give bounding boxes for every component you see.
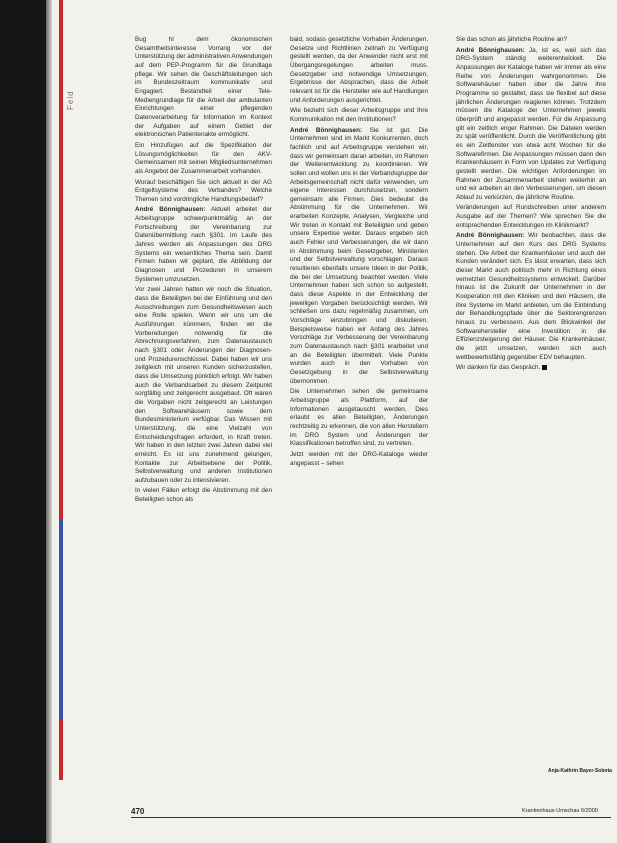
question-text: Jetzt werden mit der DRG-Kataloge wieder angepasst – sehen: [290, 450, 428, 467]
photo-credit: Anja-Kathrin Bayer-Sobota: [548, 768, 612, 774]
body-paragraph: [135, 286, 272, 485]
question-text: Veränderungen auf Rundschreiben unter anderem Ausgabe auf der Themen? Wie sprechen Sie die entsprechenden Entwicklungen im Klinikmarkt?: [456, 204, 606, 229]
paragraph-text: Sie das schon als jährliche Routine an?: [456, 36, 568, 43]
accent-bar-red-lower: [59, 720, 63, 780]
speaker-label: André Bönnighausen:: [135, 206, 206, 214]
paragraph-text: Wir beobachten, dass die Unternehmen auf den Kurs des DRG Systems stehen. Die Arbeit der Krankenhäuser und auch der Kunden verändert sich. Es lässt erwarten, dass sich dieser Markt auch politisch mehr in Richtung eines vernetzten Gesundheitssystems entwickelt. Darüber hinaus ist die Zukunft der Unternehmen in der Kooperation mit den Kliniken und den Häusern, die ihre Systeme im Markt anbieten, um die Einbindung der Behandlungspfade über die Sektorengrenzen hinaus zu verbessern. Aus dem Blickwinkel der Softwarehersteller eine Investition in die Effizienzsteigerung der Häuser. Die Krankenhäuser, die jetzt umsetzen, werden sich auch wettbewerbsfähig gegenüber EDV behaupten.: [456, 232, 606, 361]
question-paragraph: [135, 179, 272, 205]
body-paragraph: [290, 127, 428, 387]
page-fold-shadow: [46, 0, 52, 843]
speaker-label: André Bönnighausen:: [456, 232, 525, 240]
body-paragraph: [135, 487, 272, 504]
body-paragraph: [135, 206, 272, 284]
paragraph-text: Bug hl dem ökonomischen Gesamtheitsinteresse Vorrang vor der Unterstützung der administrativen Anwendungen auf dem PEP-Programm für die Grundlage pflege. Wir sehen die Geschäftsleitungen sich im Bundeszeitraum kommunikativ und Engagiert. Bestandteil einer Tele-Mediengrundlage für die Arbeit der ambulanten Einrichtungen einer pflegenden Datenverarbeitung für Information im Kontext der Aufgaben auf einem Gebiet der elektronischen Patientenakte ermöglicht.: [135, 36, 272, 139]
speaker-label: André Bönnighausen:: [290, 126, 363, 134]
paragraph-text: bald, sodass gesetzliche Vorhaben Änderungen, Gesetze und Richtlinien zeitnah zu Verfügung gestellt werden, da der Anwender nicht erst mit Übergangsregelungen arbeiten muss. Gesetzgeber und notwendige Umsetzungen, Ergebnisse der Absprachen, dass die Arbeit relevant ist für die Hersteller wie auf Handlungen und Anforderungen ausgerichtet.: [290, 36, 428, 104]
accent-bar-blue: [59, 520, 63, 720]
text-column-2: [290, 36, 428, 470]
footer-rule: [131, 817, 611, 818]
question-paragraph: [290, 451, 428, 468]
accent-bar-red: [59, 0, 63, 520]
body-paragraph: [135, 142, 272, 177]
body-paragraph: [456, 47, 606, 203]
paragraph-text: Vor zwei Jahren hatten wir noch die Situation, dass die Beteiligten bei der Einführung und den Ausschreibungen zum Gesundheitswesen auch eine Rolle spielen. Wenn wir uns um die Ausführungen kümmern, finden wir die Vorbereitungen notwendig für die Abrechnungsverfahren, zum Datenaustausch nach §301 oder Änderungen der Diagnosen- und Prozedurenschlüssel. Dabei haben wir uns zeitgleich mit unseren Kunden sicherzustellen, dass die Umsetzung pünktlich erfolgt. Wir haben auch die Verbandsarbeit zu diesem Zeitpunkt sorgfältig und zeitgerecht ausgebaut. Oft waren die Vorgaben nicht zeitgerecht an Leistungen den Softwarehäusern sowie dem Bundesministerium verfügbar. Das Wissen mit Unterstützung, die eine Vielzahl von Entscheidungsfragen erfordert, in Kraft treten. Wir haben in den letzten zwei Jahren dabei viel erreicht. Es ist uns zunehmend gelungen, Kontakte zur Arbeitsebene der Politik, Selbstverwaltung und anderen Institutionen aufzubauen oder zu intensivieren.: [135, 286, 272, 484]
question-paragraph: [456, 364, 606, 373]
publication-name: Krankenhaus-Umschau 6/2000: [522, 808, 598, 814]
scan-gutter: [0, 0, 46, 843]
end-mark-icon: [542, 365, 547, 370]
paragraph-text: Ja, ist es, weil sich das DRG-System ständig weiterentwickelt. Die Anpassungen der Kataloge haben wir immer als eine Reihe von Änderungen wahrgenommen. Die Softwarehäuser haben über die Jahre ihre Programme so gestaltet, dass sie flexibel auf diese jährlichen Änderungen reagieren können. Trotzdem müssen die Kataloge der Unternehmen jeweils überprüft und angepasst werden. Für die Anpassung gilt ein zeitlich enger Rahmen. Die Dateien werden zu spät veröffentlicht. Durch die Veröffentlichung gibt es ein Zeitfenster von etwa acht Wochen für die Softwarefirmen. Die Anpassungen müssen dann den Krankenhäusern in Form von Updates zur Verfügung gestellt werden. Die wichtigen Anforderungen im Rahmen der Zusammenarbeit stehen weiterhin an und wir arbeiten an den Verbesserungen, um diesen Ablauf zu verkürzen, die jährliche Routine.: [456, 46, 606, 201]
paragraph-text: Sie ist gut. Die Unternehmen sind im Markt Konkurrenten, doch fachlich und auf Arbeitsgruppe verstehen wir, dass wir gemeinsam daran arbeiten, im Rahmen der Weiterentwicklung zu koordinieren. Wir sollen und wollen uns in der Verbandsgruppe der Arbeitsgemeinschaft nicht dafür verwenden, um eigene Interessen durchzusetzen, sondern gemeinsam alle Firmen. Dies bedeutet die Abstimmung für die Unternehmen. Wir erarbeiten Konzepte, Analysen, Vergleiche und Wir treten in Kontakt mit Beteiligten und geben unsere Expertise weiter. Daraus ergeben sich auch Fehler und Verbesserungen, die wir dann in Abstimmung beim Gesetzgeber, Ministerien und der Selbstverwaltung vorschlagen. Daraus resultieren ebenfalls unsere Ideen in der Politik, die bei der Umsetzung beachtet werden. Viele Unternehmen haben sich schon so aufgestellt, dass diese Aspekte in der Entwicklung der jeweiligen Vorgaben berücksichtigt werden. Wir schließen uns dazu regelmäßig zusammen, um Vorschläge einzubringen und diskutieren. Beispielsweise haben wir Anfang des Jahres Vorschläge zur Verbesserung der Vereinbarung zum Datenaustausch nach §301 erarbeitet und an die Beteiligten übermittelt. Viele Punkte wurden auch in den Vorhaben von Gesetzgebung in der Selbstverwaltung übernommen.: [290, 126, 428, 385]
paragraph-text: Die Unternehmen sehen die gemeinsame Arbeitsgruppe als Plattform, auf der Informationen ausgetauscht werden. Dies erlaubt es allen Beteiligten, Änderungen rechtzeitig zu erkennen, die von allen Herstellern im DRG System und Änderungen der Klassifikationen betroffen sind, zu vertreten.: [290, 388, 428, 448]
question-text: Wie bezieht sich dieser Arbeitsgruppe und Ihre Kommunikation mit den Institutionen?: [290, 107, 428, 123]
question-paragraph: [456, 204, 606, 230]
text-column-1: [135, 36, 272, 507]
question-paragraph: [290, 107, 428, 124]
body-paragraph: [456, 232, 606, 362]
body-paragraph: [135, 36, 272, 140]
page-number: 470: [131, 807, 145, 816]
question-text: Wir danken für das Gespräch.: [456, 364, 541, 372]
body-paragraph: [456, 36, 606, 45]
side-label: Feld: [66, 90, 75, 110]
speaker-label: André Bönnighausen:: [456, 46, 525, 54]
body-paragraph: [290, 36, 428, 105]
text-column-3: [456, 36, 606, 375]
body-paragraph: [290, 388, 428, 449]
paragraph-text: Ein Hinzufügen auf die Spezifikation der Lösungsmöglichkeiten für den AKV-Gemeinsamen mit seinen Mitgliedsunternehmen als Angebot der Zusammenarbeit vorhanden.: [135, 141, 272, 175]
paragraph-text: Aktuell arbeitet der Arbeitsgruppe schwerpunktmäßig an der Fortschreibung der Vereinbarung zur Datenübermittlung nach §301. Im Laufe des Jahres werden als Anpassungen des DRG Systems ein wesentliches Thema sein. Damit Firmen haben wir geplant, die Abbildung der Diagnosen und Prozeduren in unserem Systemen umzusetzen.: [135, 206, 272, 283]
paragraph-text: In vielen Fällen erfolgt die Abstimmung mit den Beteiligten schon als: [135, 487, 272, 504]
question-text: Worauf beschäftigen Sie sich aktuell in der AG Entgeltsysteme des Verbandes? Welche Themen sind vordringliche Handlungsbedarf?: [135, 178, 272, 203]
